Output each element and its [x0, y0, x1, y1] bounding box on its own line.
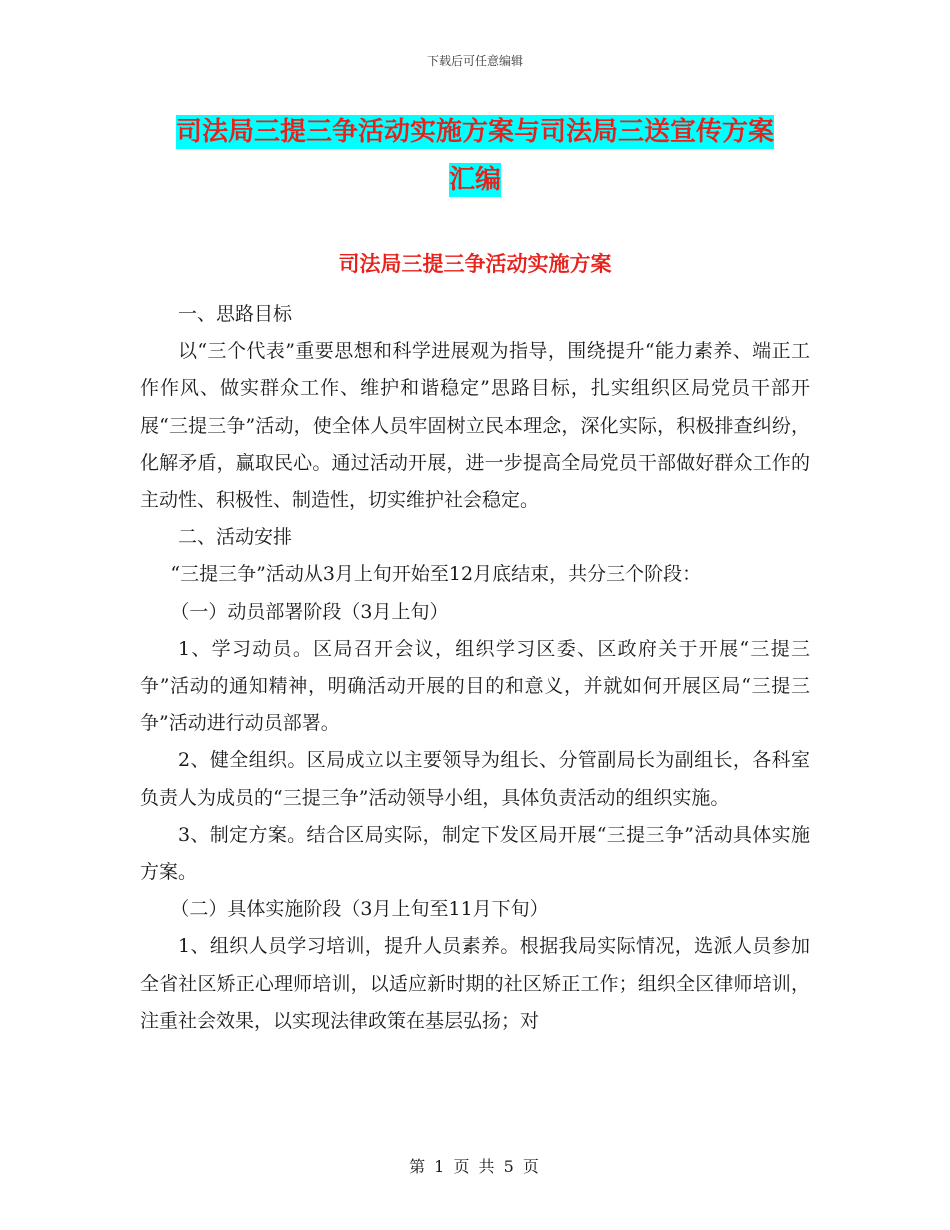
paragraph-stages: “三提三争”活动从3月上旬开始至12月底结束，共分三个阶段：: [170, 563, 702, 586]
heading-goals: 一、思路目标: [178, 303, 293, 325]
heading-stage-1: （一）动员部署阶段（3月上旬）: [170, 600, 449, 623]
heading-arrangement: 二、活动安排: [178, 526, 293, 549]
paragraph-study: 1、学习动员。区局召开会议，组织学习区委、区政府关于开展“三提三争”活动的通知精神，明确活动开展的目的和意义，并就如何开展区局“三提三争”活动进行动员部署。: [140, 637, 810, 735]
header-note: 下载后可任意编辑: [426, 54, 523, 68]
document-title: [0, 108, 950, 204]
title-line-1: 司法局三提三争活动实施方案与司法局三送宣传方案: [175, 117, 774, 147]
paragraph-training: 1、组织人员学习培训，提升人员素养。根据我局实际情况，选派人员参加全省社区矫正心理师培训，以适应新时期的社区矫正工作；组织全区律师培训，注重社会效果，以实现法律政策在基层弘扬；对: [140, 935, 810, 1032]
title-line-2: 汇编: [448, 165, 501, 195]
page-footer: 第 1 页 共 5 页: [409, 1157, 541, 1176]
section-title: 司法局三提三争活动实施方案: [338, 252, 612, 276]
paragraph-goals: 以“三个代表”重要思想和科学进展观为指导，围绕提升“能力素养、端正工作作风、做实群众工作、维护和谐稳定”思路目标，扎实组织区局党员干部开展“三提三争”活动，使全体人员牢固树立民本理念，深化实际，积极排查纠纷，化解矛盾，赢取民心。通过活动开展，进一步提高全局党员干部做好群众工作的主动性、积极性、制造性，切实维护社会稳定。: [140, 340, 810, 512]
heading-stage-2: （二）具体实施阶段（3月上旬至11月下旬）: [170, 898, 549, 921]
paragraph-organization: 2、健全组织。区局成立以主要领导为组长、分管副局长为副组长，各科室负责人为成员的“三提三争”活动领导小组，具体负责活动的组织实施。: [140, 749, 810, 809]
document-body: [140, 296, 810, 1040]
paragraph-plan: 3、制定方案。结合区局实际，制定下发区局开展“三提三争”活动具体实施方案。: [140, 823, 810, 884]
